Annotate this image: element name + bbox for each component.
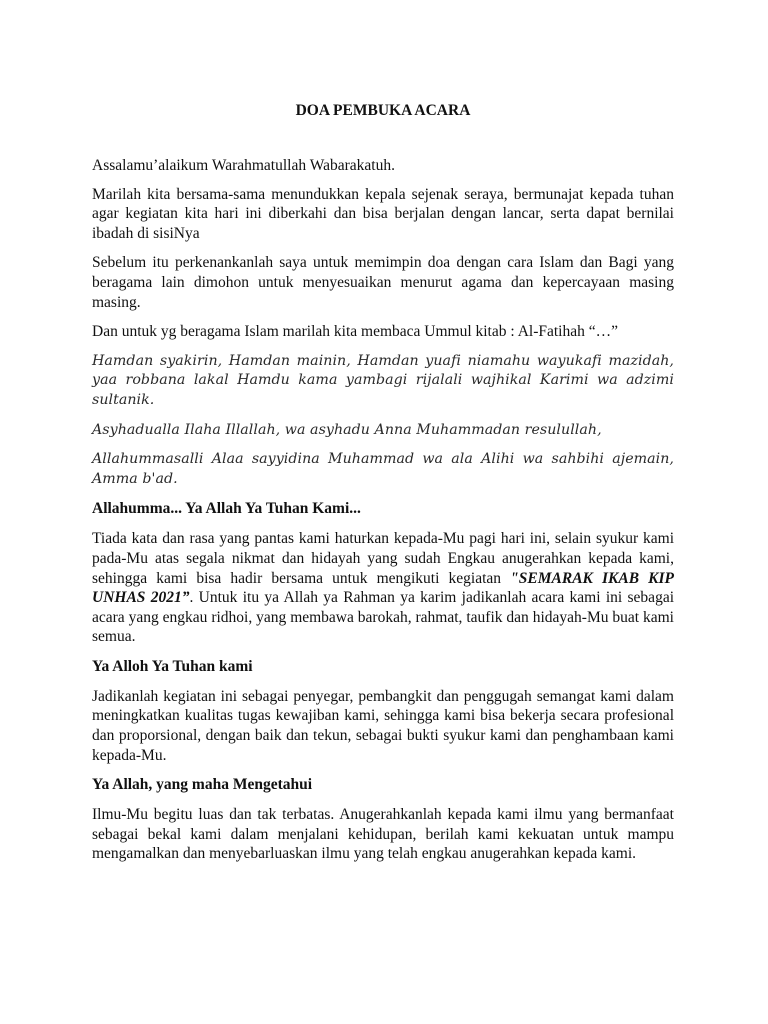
heading-maha-mengetahui: Ya Allah, yang maha Mengetahui: [92, 776, 313, 794]
paragraph-gratitude: [92, 529, 674, 647]
paragraph-knowledge: Ilmu-Mu begitu luas dan tak terbatas. Anugerahkanlah kepada kami ilmu yang bermanfaat sebagai bekal kami dalam menjalani kehidupan, berilah kami kekuatan untuk mampu mengamalkan dan menyebarluaskan ilmu yang telah engkau anugerahkan kepada kami.: [92, 806, 674, 863]
event-name: "SEMARAK IKAB KIP UNHAS 2021”: [92, 569, 674, 607]
paragraph-gratitude-start: Tiada kata dan rasa yang pantas kami haturkan kepada-Mu pagi hari ini, selain syukur kami pada-Mu atas segala nikmat dan hidayah yang sudah Engkau anugerahkan kepada kami, sehingga kami bisa hadir bersama untuk mengikuti kegiatan: [92, 530, 674, 587]
prayer-quote-salawat: Allahummasalli Alaa sayyidina Muhammad wa ala Alihi wa sahbihi ajemain, Amma b'ad.: [92, 451, 674, 487]
paragraph-motivation: Jadikanlah kegiatan ini sebagai penyegar, pembangkit dan penggugah semangat kami dalam meningkatkan kualitas tugas kewajiban kami, sehingga kami bisa bekerja secara profesional dan proporsional, dengan baik dan tekun, sebagai bukti syukur kami dan penghambaan kami kepada-Mu.: [92, 687, 674, 764]
paragraph-permission: Sebelum itu perkenankanlah saya untuk memimpin doa dengan cara Islam dan Bagi yang beragama lain dimohon untuk menyesuaikan menurut agama dan kepercayaan masing masing.: [92, 254, 674, 311]
paragraph-al-fatihah: Dan untuk yg beragama Islam marilah kita membaca Ummul kitab : Al-Fatihah “…”: [92, 323, 618, 341]
heading-ya-alloh: Ya Alloh Ya Tuhan kami: [92, 657, 253, 675]
paragraph-invitation: Marilah kita bersama-sama menundukkan kepala sejenak seraya, bermunajat kepada tuhan agar kegiatan kita hari ini diberkahi dan bisa berjalan dengan lancar, serta dapat bernilai ibadah di sisiNya: [92, 185, 674, 242]
prayer-quote-hamdan: Hamdan syakirin, Hamdan mainin, Hamdan yuafi niamahu wayukafi mazidah, yaa robbana lakal Hamdu kama yambagi rijalali wajhikal Karimi wa adzimi sultanik.: [92, 352, 674, 408]
greeting: Assalamu’alaikum Warahmatullah Wabarakatuh.: [92, 157, 395, 174]
document-page: [92, 101, 674, 874]
document-title: DOA PEMBUKA ACARA: [295, 102, 471, 119]
paragraph-gratitude-end: . Untuk itu ya Allah ya Rahman ya karim jadikanlah acara kami ini sebagai acara yang engkau ridhoi, yang membawa barokah, rahmat, taufik dan hidayah-Mu buat kami semua.: [92, 589, 674, 646]
prayer-quote-syahadat: Asyhadualla Ilaha Illallah, wa asyhadu Anna Muhammadan resulullah,: [92, 421, 602, 438]
heading-allahumma: Allahumma... Ya Allah Ya Tuhan Kami...: [92, 500, 361, 518]
